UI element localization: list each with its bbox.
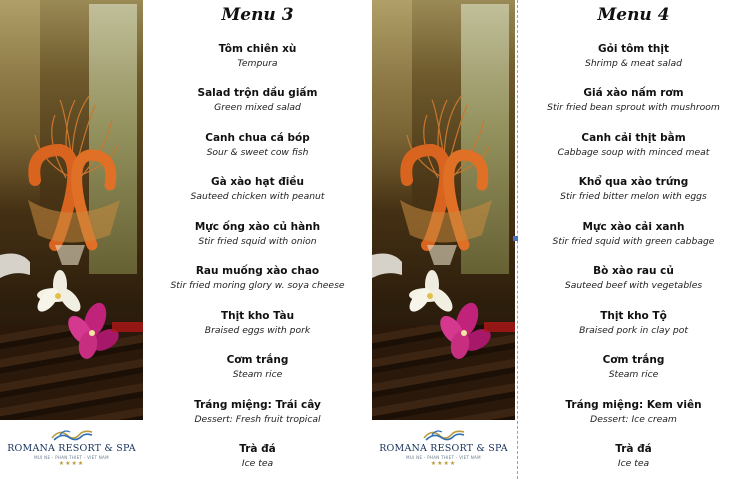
dish-name-vi: Khổ qua xào trứng: [578, 176, 689, 188]
dish-name-vi: Mực xào cải xanh: [582, 221, 685, 233]
dish-name-en: Cabbage soup with minced meat: [557, 147, 710, 158]
menu-item: [143, 443, 372, 469]
menu-item: [517, 132, 750, 158]
resort-stars: ★★★★: [58, 460, 85, 467]
dish-name-vi: Mực ống xào củ hành: [194, 221, 321, 233]
dish-name-en: Stir fried squid with onion: [198, 236, 317, 247]
menu-item: [143, 132, 372, 158]
dish-name-en: Ice tea: [617, 458, 650, 469]
dish-name-vi: Canh cải thịt bằm: [581, 132, 686, 144]
dish-name-vi: Trà đá: [615, 443, 652, 455]
menu-title: Menu 4: [597, 5, 670, 25]
dish-name-en: Tempura: [237, 58, 278, 69]
dish-name-vi: Gỏi tôm thịt: [597, 43, 670, 55]
resort-name: ROMANA RESORT & SPA: [7, 443, 136, 454]
food-photo: [0, 0, 143, 420]
dish-name-en: Sauteed beef with vegetables: [564, 280, 703, 291]
dish-name-vi: Trà đá: [239, 443, 276, 455]
menu-item: [143, 176, 372, 202]
food-photo: [372, 0, 515, 420]
dish-name-vi: Cơm trắng: [602, 354, 665, 366]
menu-title: Menu 3: [221, 5, 294, 25]
dish-name-vi: Tôm chiên xù: [218, 43, 297, 55]
menu-4-card: [517, 0, 750, 479]
dish-name-en: Dessert: Ice cream: [590, 414, 677, 425]
wave-logo-icon: [422, 426, 466, 442]
shrimp-dish-illustration: [372, 0, 515, 420]
dish-name-en: Steam rice: [232, 369, 283, 380]
dish-name-en: Braised pork in clay pot: [579, 325, 688, 336]
dish-name-en: Stir fried squid with green cabbage: [552, 236, 715, 247]
menu-item: [517, 87, 750, 113]
resize-handle[interactable]: [513, 236, 518, 241]
menu-item: [143, 221, 372, 247]
menu-item: [143, 43, 372, 69]
resort-logo: [0, 420, 143, 479]
menu-item: [143, 87, 372, 113]
menu-item: [517, 221, 750, 247]
dish-name-en: Shrimp & meat salad: [585, 58, 682, 69]
menu-item: [143, 399, 372, 425]
dish-name-en: Braised eggs with pork: [204, 325, 311, 336]
wave-logo-icon: [50, 426, 94, 442]
dish-name-en: Steam rice: [608, 369, 659, 380]
dish-name-vi: Rau muống xào chao: [195, 265, 320, 277]
dish-name-en: Stir fried bean sprout with mushroom: [547, 102, 720, 113]
menu-item: [517, 354, 750, 380]
dish-name-vi: Cơm trắng: [226, 354, 289, 366]
resort-logo: [372, 420, 515, 479]
dish-name-vi: Salad trộn dầu giấm: [197, 87, 318, 99]
dish-name-en: Sauteed chicken with peanut: [190, 191, 325, 202]
menu-item: [517, 443, 750, 469]
menu-item: [517, 265, 750, 291]
dish-name-en: Dessert: Fresh fruit tropical: [194, 414, 321, 425]
dish-name-en: Stir fried moring glory w. soya cheese: [170, 280, 345, 291]
dish-name-vi: Gà xào hạt điều: [210, 176, 305, 188]
menu-item: [517, 43, 750, 69]
menu-item: [517, 176, 750, 202]
dish-name-vi: Thịt kho Tàu: [220, 310, 295, 322]
menu-item: [143, 310, 372, 336]
resort-name: ROMANA RESORT & SPA: [379, 443, 508, 454]
resort-location: MUI NE - PHAN THIET - VIET NAM: [34, 455, 109, 460]
menu-3-card: [143, 0, 372, 479]
dish-name-en: Sour & sweet cow fish: [206, 147, 309, 158]
menu-item: [143, 265, 372, 291]
dish-name-vi: Bò xào rau củ: [593, 265, 674, 277]
dish-name-en: Ice tea: [241, 458, 274, 469]
resort-stars: ★★★★: [430, 460, 457, 467]
dish-name-vi: Canh chua cá bóp: [205, 132, 310, 144]
dish-name-vi: Tráng miệng: Kem viên: [565, 399, 702, 411]
menu-item: [517, 310, 750, 336]
menu-item: [517, 399, 750, 425]
shrimp-dish-illustration: [0, 0, 143, 420]
resort-location: MUI NE - PHAN THIET - VIET NAM: [406, 455, 481, 460]
dish-name-vi: Thịt kho Tộ: [600, 310, 667, 322]
menu-item: [143, 354, 372, 380]
dish-name-vi: Giá xào nấm rơm: [583, 87, 684, 99]
dish-name-vi: Tráng miệng: Trái cây: [194, 399, 321, 411]
dish-name-en: Green mixed salad: [214, 102, 301, 113]
dish-name-en: Stir fried bitter melon with eggs: [560, 191, 707, 202]
